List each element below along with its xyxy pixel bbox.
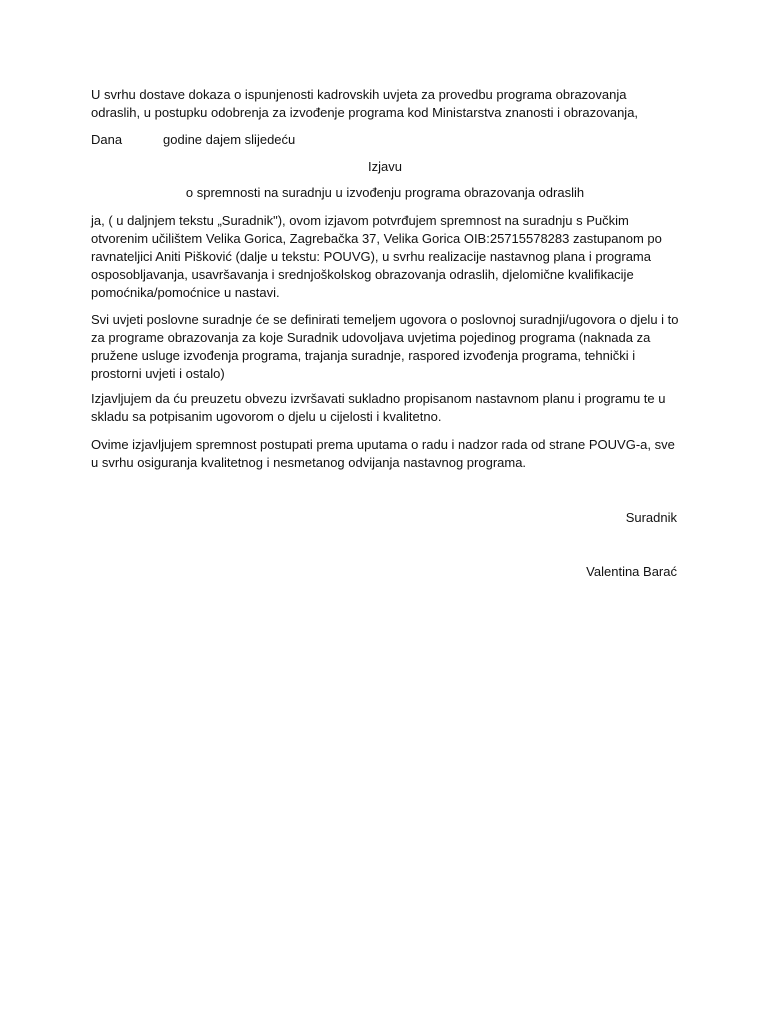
body-paragraph-4: Ovime izjavljujem spremnost postupati prema uputama o radu i nadzor rada od strane POUVG-a, sve u svrhu osiguranja kvalitetnog i nesmetanog odvijanja nastavnog programa. [91, 437, 675, 470]
date-line-text: godine dajem slijedeću [163, 132, 296, 147]
body-paragraph-2: Svi uvjeti poslovne suradnje će se definirati temeljem ugovora o poslovnoj suradnji/ugovora o djelu i to za programe obrazovanja za koje Suradnik udovoljava uvjetima pojedinog programa (naknada za pružene usluge izvođenja programa, trajanja suradnje, raspored izvođenja programa, tehnički i prostorni uvjeti i ostalo) [91, 312, 679, 381]
date-label: Dana [91, 132, 123, 147]
signature-name: Valentina Barać [586, 564, 677, 579]
document-subtitle: o spremnosti na suradnju u izvođenju programa obrazovanja odraslih [185, 185, 585, 200]
document-title: Izjavu [368, 159, 402, 174]
body-paragraph-1: ja, ( u daljnjem tekstu „Suradnik"), ovom izjavom potvrđujem spremnost na suradnju s Pučkim otvorenim učilištem Velika Gorica, Zagrebačka 37, Velika Gorica OIB:25715578283 zastupanom po ravnateljici Aniti Pišković (dalje u tekstu: POUVG), u svrhu realizacije nastavnog plana i programa osposobljavanja, usavršavanja i srednjoškolskog obrazovanja odraslih, djelomične kvalifikacije pomoćnika/pomoćnice u nastavi. [91, 213, 662, 300]
date-line [91, 131, 679, 149]
body-paragraph-3: Izjavljujem da ću preuzetu obvezu izvršavati sukladno propisanom nastavnom planu i programu te u skladu sa potpisanim ugovorom o djelu u cijelosti i kvalitetno. [91, 391, 666, 424]
intro-paragraph: U svrhu dostave dokaza o ispunjenosti kadrovskih uvjeta za provedbu programa obrazovanja odraslih, u postupku odobrenja za izvođenje programa kod Ministarstva znanosti i obrazovanja, [91, 87, 639, 120]
signature-role: Suradnik [625, 510, 677, 525]
